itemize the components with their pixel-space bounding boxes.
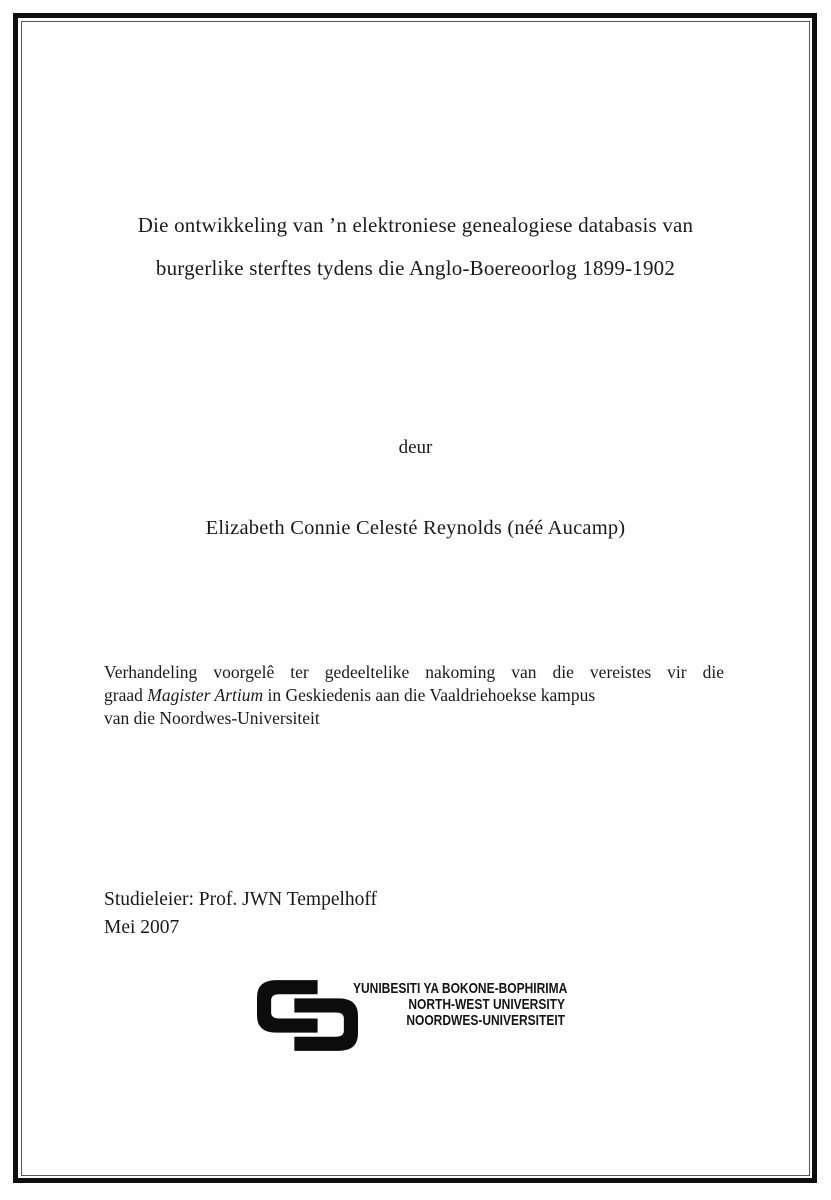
supervisor-line: Studieleier: Prof. JWN Tempelhoff: [104, 889, 378, 910]
university-name-english: NORTH-WEST UNIVERSITY: [408, 995, 565, 1013]
degree-suffix: in Geskiedenis aan die Vaaldriehoekse kampus: [263, 685, 596, 705]
submission-line2: [104, 684, 724, 707]
nwu-logo-mark-icon: [257, 980, 358, 1051]
submission-line3: van die Noordwes-Universiteit: [104, 708, 320, 728]
author-name: Elizabeth Connie Celesté Reynolds (néé Aucamp): [205, 517, 626, 539]
submission-statement: [104, 661, 724, 730]
university-logo-text: [353, 980, 568, 1029]
university-name-afrikaans: NOORDWES-UNIVERSITEIT: [406, 1011, 565, 1029]
degree-name-italic: Magister Artium: [147, 685, 264, 705]
thesis-title-line1: Die ontwikkeling van ’n elektroniese genealogiese databasis van: [137, 213, 694, 237]
supervisor-block: [104, 886, 377, 942]
thesis-title: [60, 204, 771, 290]
byline-deur: deur: [398, 437, 433, 458]
degree-prefix: graad: [104, 685, 148, 705]
thesis-title-line2: burgerlike sterftes tydens die Anglo-Boereoorlog 1899-1902: [155, 256, 676, 280]
date-line: Mei 2007: [104, 917, 180, 938]
university-name-setswana: YUNIBESITI YA BOKONE-BOPHIRIMA: [353, 980, 568, 997]
submission-line1: Verhandeling voorgelê ter gedeeltelike nakoming van die vereistes vir die: [104, 662, 724, 682]
